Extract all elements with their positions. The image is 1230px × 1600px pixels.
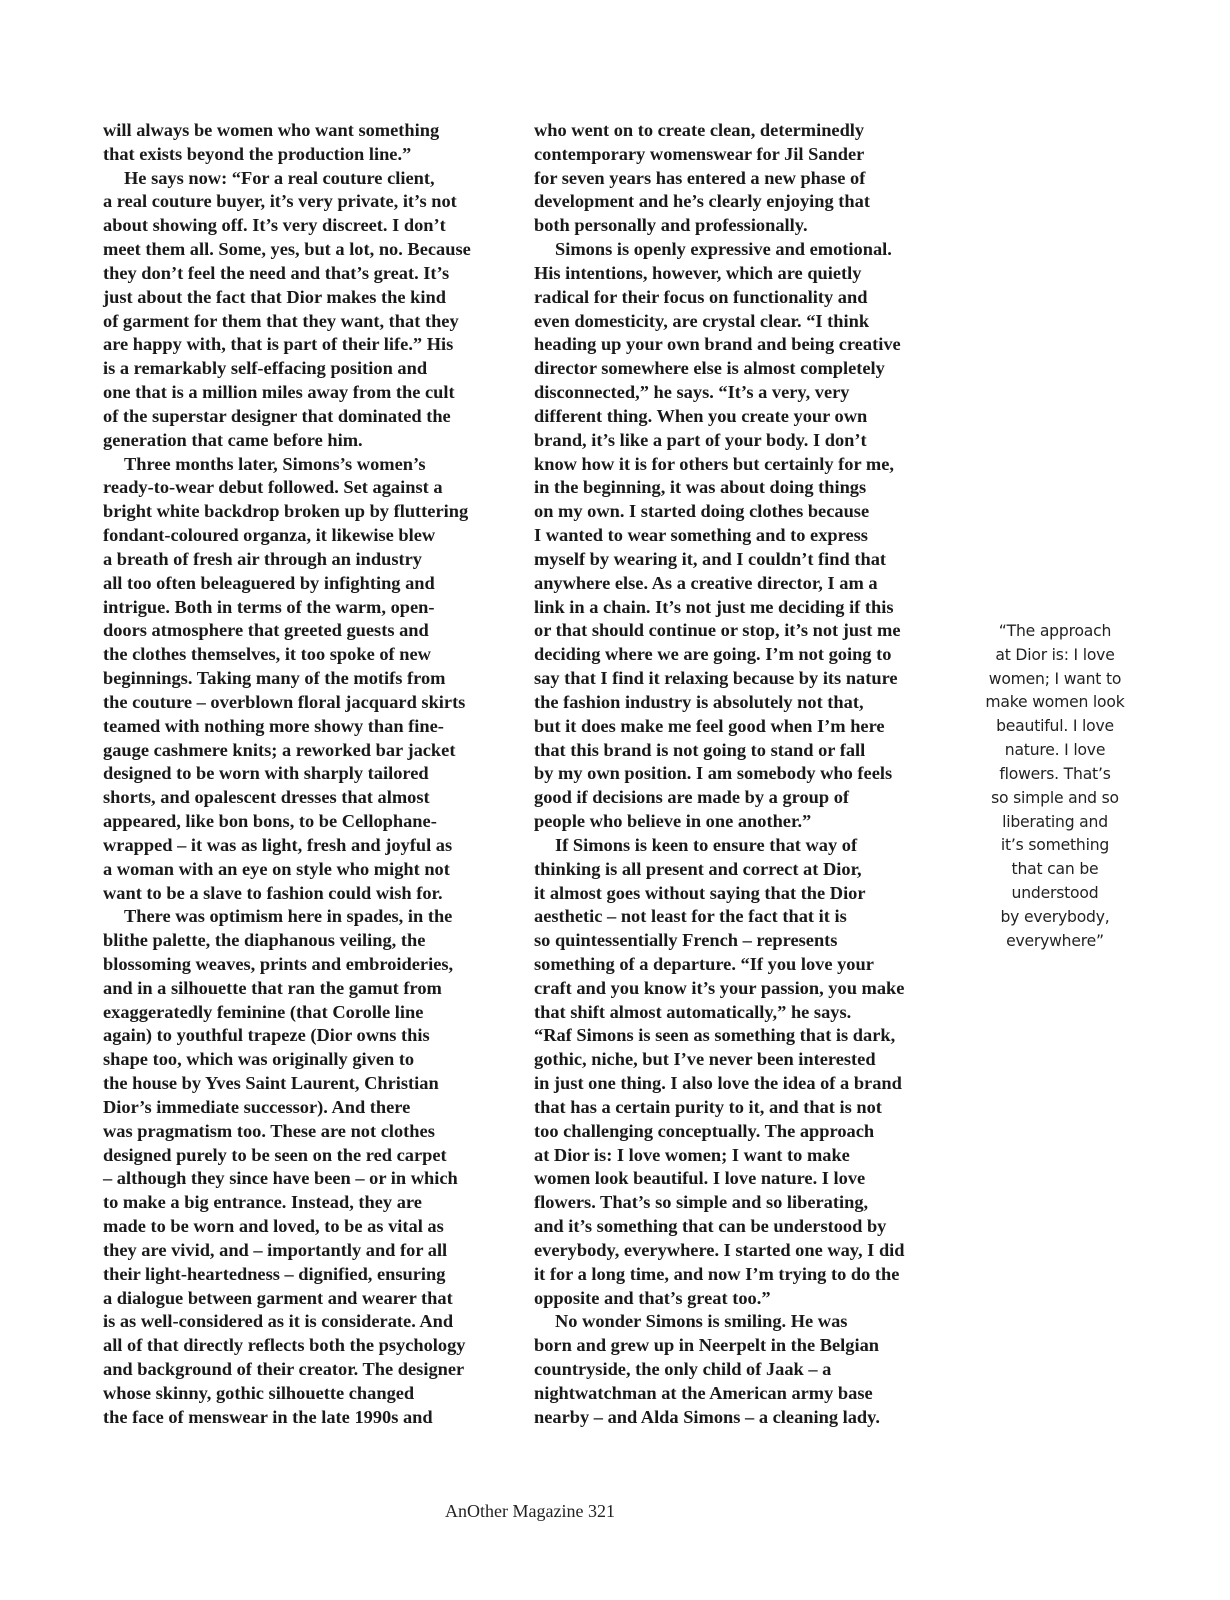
- text-line: that has a certain purity to it, and that is not: [534, 1096, 882, 1117]
- text-line: heading up your own brand and being creative: [534, 334, 901, 355]
- text-line: blossoming weaves, prints and embroideries,: [103, 953, 454, 974]
- text-line: a real couture buyer, it’s very private, it’s not: [103, 191, 457, 212]
- text-line: is as well-considered as it is considerate. And: [103, 1311, 454, 1332]
- text-line: whose skinny, gothic silhouette changed: [103, 1382, 415, 1403]
- text-line: people who believe in one another.”: [534, 811, 812, 832]
- text-line: different thing. When you create your own: [534, 405, 868, 426]
- text-line: to make a big entrance. Instead, they are: [103, 1192, 422, 1213]
- text-line: born and grew up in Neerpelt in the Belgian: [534, 1335, 880, 1356]
- text-line: good if decisions are made by a group of: [534, 787, 850, 808]
- text-line: of garment for them that they want, that they: [103, 310, 459, 331]
- text-line: opposite and that’s great too.”: [534, 1287, 771, 1308]
- text-line: fondant-coloured organza, it likewise blew: [103, 525, 436, 546]
- text-line: No wonder Simons is smiling. He was: [555, 1311, 848, 1332]
- text-line: beginnings. Taking many of the motifs from: [103, 668, 446, 689]
- text-line: nightwatchman at the American army base: [534, 1382, 873, 1403]
- text-line: myself by wearing it, and I couldn’t find that: [534, 548, 887, 569]
- text-line: it almost goes without saying that the Dior: [534, 882, 866, 903]
- pull-quote-line: everywhere”: [1006, 931, 1104, 950]
- text-line: gauge cashmere knits; a reworked bar jacket: [103, 739, 456, 760]
- text-line: was pragmatism too. These are not clothes: [103, 1120, 435, 1141]
- text-line: and background of their creator. The designer: [103, 1359, 465, 1380]
- text-line: a woman with an eye on style who might not: [103, 858, 450, 879]
- text-line: contemporary womenswear for Jil Sander: [534, 143, 865, 164]
- text-line: want to be a slave to fashion could wish for.: [103, 882, 443, 903]
- text-line: the clothes themselves, it too spoke of new: [103, 644, 431, 665]
- text-line: disconnected,” he says. “It’s a very, very: [534, 382, 850, 403]
- paragraph: [534, 119, 964, 238]
- text-line: ready-to-wear debut followed. Set against a: [103, 477, 443, 498]
- text-line: know how it is for others but certainly for me,: [534, 453, 894, 474]
- text-line: His intentions, however, which are quietly: [534, 262, 862, 283]
- text-line: will always be women who want something: [103, 120, 440, 140]
- text-line: that exists beyond the production line.”: [103, 143, 412, 164]
- text-line: so quintessentially French – represents: [534, 930, 838, 951]
- pull-quote: [975, 620, 1135, 954]
- text-line: If Simons is keen to ensure that way of: [555, 834, 858, 855]
- text-line: in the beginning, it was about doing things: [534, 477, 867, 498]
- text-line: even domesticity, are crystal clear. “I think: [534, 310, 870, 331]
- text-line: again) to youthful trapeze (Dior owns this: [103, 1025, 430, 1046]
- text-line: who went on to create clean, determinedly: [534, 120, 865, 140]
- text-line: at Dior is: I love women; I want to make: [534, 1144, 850, 1165]
- paragraph: [534, 1310, 964, 1429]
- text-line: director somewhere else is almost completely: [534, 358, 885, 379]
- text-line: thinking is all present and correct at Dior,: [534, 858, 862, 879]
- text-line: too challenging conceptually. The approach: [534, 1120, 875, 1141]
- text-line: a breath of fresh air through an industry: [103, 548, 422, 569]
- page-footer: [0, 1501, 1060, 1522]
- text-line: and it’s something that can be understood by: [534, 1216, 887, 1237]
- text-line: they don’t feel the need and that’s great. It’s: [103, 262, 450, 283]
- paragraph: [103, 167, 533, 453]
- text-line: in just one thing. I also love the idea of a brand: [534, 1073, 902, 1094]
- text-line: radical for their focus on functionality and: [534, 286, 868, 307]
- text-line: or that should continue or stop, it’s not just me: [534, 620, 901, 641]
- pull-quote-line: understood: [1011, 884, 1099, 903]
- text-line: There was optimism here in spades, in the: [124, 906, 453, 927]
- text-line: – although they since have been – or in which: [103, 1168, 458, 1189]
- text-line: intrigue. Both in terms of the warm, open-: [103, 596, 435, 617]
- text-line: for seven years has entered a new phase of: [534, 167, 866, 188]
- text-line: that this brand is not going to stand or fall: [534, 739, 866, 760]
- text-line: He says now: “For a real couture client,: [124, 167, 435, 188]
- pull-quote-line: women; I want to: [988, 669, 1122, 688]
- pull-quote-line: so simple and so: [991, 788, 1119, 807]
- text-line: nearby – and Alda Simons – a cleaning lady.: [534, 1406, 880, 1427]
- text-line: designed purely to be seen on the red carpet: [103, 1144, 447, 1165]
- pull-quote-line: “The approach: [998, 622, 1112, 640]
- text-line: about showing off. It’s very discreet. I don’t: [103, 215, 446, 236]
- text-line: appeared, like bon bons, to be Cellophane-: [103, 811, 437, 832]
- text-line: brand, it’s like a part of your body. I don’t: [534, 429, 867, 450]
- pull-quote-line: make women look: [985, 693, 1125, 712]
- text-line: Simons is openly expressive and emotional.: [555, 239, 892, 260]
- text-line: all of that directly reflects both the psychology: [103, 1335, 466, 1356]
- text-line: the face of menswear in the late 1990s and: [103, 1406, 433, 1427]
- text-line: generation that came before him.: [103, 429, 363, 450]
- pull-quote-line: by everybody,: [1000, 907, 1110, 926]
- text-line: teamed with nothing more showy than fine-: [103, 715, 444, 736]
- text-line: anywhere else. As a creative director, I am a: [534, 572, 878, 593]
- text-line: and in a silhouette that ran the gamut from: [103, 977, 442, 998]
- text-line: I wanted to wear something and to express: [534, 525, 868, 546]
- pull-quote-line: beautiful. I love: [996, 717, 1114, 736]
- text-line: craft and you know it’s your passion, you make: [534, 977, 905, 998]
- text-line: their light-heartedness – dignified, ensuring: [103, 1263, 446, 1284]
- paragraph: [103, 119, 533, 167]
- text-line: wrapped – it was as light, fresh and joyful as: [103, 834, 453, 855]
- pull-quote-line: flowers. That’s: [999, 764, 1111, 783]
- text-line: exaggeratedly feminine (that Corolle line: [103, 1001, 424, 1022]
- right-column: [534, 119, 964, 1430]
- text-line: the fashion industry is absolutely not that,: [534, 691, 864, 712]
- pull-quote-line: it’s something: [1000, 836, 1110, 855]
- text-line: “Raf Simons is seen as something that is dark,: [534, 1025, 896, 1046]
- text-line: link in a chain. It’s not just me deciding if this: [534, 596, 894, 617]
- text-line: countryside, the only child of Jaak – a: [534, 1359, 832, 1380]
- paragraph: [534, 834, 964, 1311]
- text-line: shorts, and opalescent dresses that almost: [103, 787, 430, 808]
- text-line: women look beautiful. I love nature. I love: [534, 1168, 866, 1189]
- text-line: something of a departure. “If you love your: [534, 953, 874, 974]
- text-line: the couture – overblown floral jacquard skirts: [103, 691, 466, 712]
- text-line: by my own position. I am somebody who feels: [534, 763, 893, 784]
- text-line: aesthetic – not least for the fact that it is: [534, 906, 847, 927]
- text-line: on my own. I started doing clothes because: [534, 501, 870, 522]
- paragraph: [103, 453, 533, 906]
- text-line: all too often beleaguered by infighting and: [103, 572, 435, 593]
- text-line: deciding where we are going. I’m not going to: [534, 644, 892, 665]
- publication-name: AnOther Magazine: [445, 1501, 584, 1521]
- text-line: shape too, which was originally given to: [103, 1049, 415, 1070]
- pull-quote-line: at Dior is: I love: [995, 645, 1115, 664]
- text-line: doors atmosphere that greeted guests and: [103, 620, 429, 641]
- text-line: the house by Yves Saint Laurent, Christian: [103, 1073, 439, 1094]
- text-line: say that I find it relaxing because by its nature: [534, 668, 898, 689]
- text-line: designed to be worn with sharply tailored: [103, 763, 429, 784]
- text-line: blithe palette, the diaphanous veiling, the: [103, 930, 426, 951]
- text-line: both personally and professionally.: [534, 215, 808, 236]
- text-line: they are vivid, and – importantly and for all: [103, 1239, 448, 1260]
- text-line: are happy with, that is part of their life.” His: [103, 334, 454, 355]
- text-line: that shift almost automatically,” he says.: [534, 1001, 852, 1022]
- paragraph: [103, 905, 533, 1429]
- paragraph: [534, 238, 964, 834]
- text-line: meet them all. Some, yes, but a lot, no. Because: [103, 239, 471, 260]
- text-line: but it does make me feel good when I’m here: [534, 715, 885, 736]
- text-line: gothic, niche, but I’ve never been interested: [534, 1049, 876, 1070]
- text-line: Three months later, Simons’s women’s: [124, 453, 426, 474]
- text-line: just about the fact that Dior makes the kind: [103, 286, 446, 307]
- text-line: Dior’s immediate successor). And there: [103, 1096, 411, 1117]
- text-line: flowers. That’s so simple and so liberating,: [534, 1192, 869, 1213]
- text-line: everybody, everywhere. I started one way, I did: [534, 1239, 905, 1260]
- page-number: 321: [587, 1501, 615, 1521]
- text-line: made to be worn and loved, to be as vital as: [103, 1216, 444, 1237]
- text-line: it for a long time, and now I’m trying to do the: [534, 1263, 900, 1284]
- text-line: one that is a million miles away from the cult: [103, 382, 455, 403]
- text-line: is a remarkably self-effacing position and: [103, 358, 428, 379]
- pull-quote-line: that can be: [1011, 860, 1099, 879]
- pull-quote-line: liberating and: [1002, 812, 1108, 831]
- text-line: of the superstar designer that dominated the: [103, 405, 451, 426]
- pull-quote-line: nature. I love: [1004, 741, 1106, 760]
- text-line: a dialogue between garment and wearer that: [103, 1287, 453, 1308]
- text-line: development and he’s clearly enjoying that: [534, 191, 870, 212]
- text-line: bright white backdrop broken up by fluttering: [103, 501, 469, 522]
- left-column: [103, 119, 533, 1430]
